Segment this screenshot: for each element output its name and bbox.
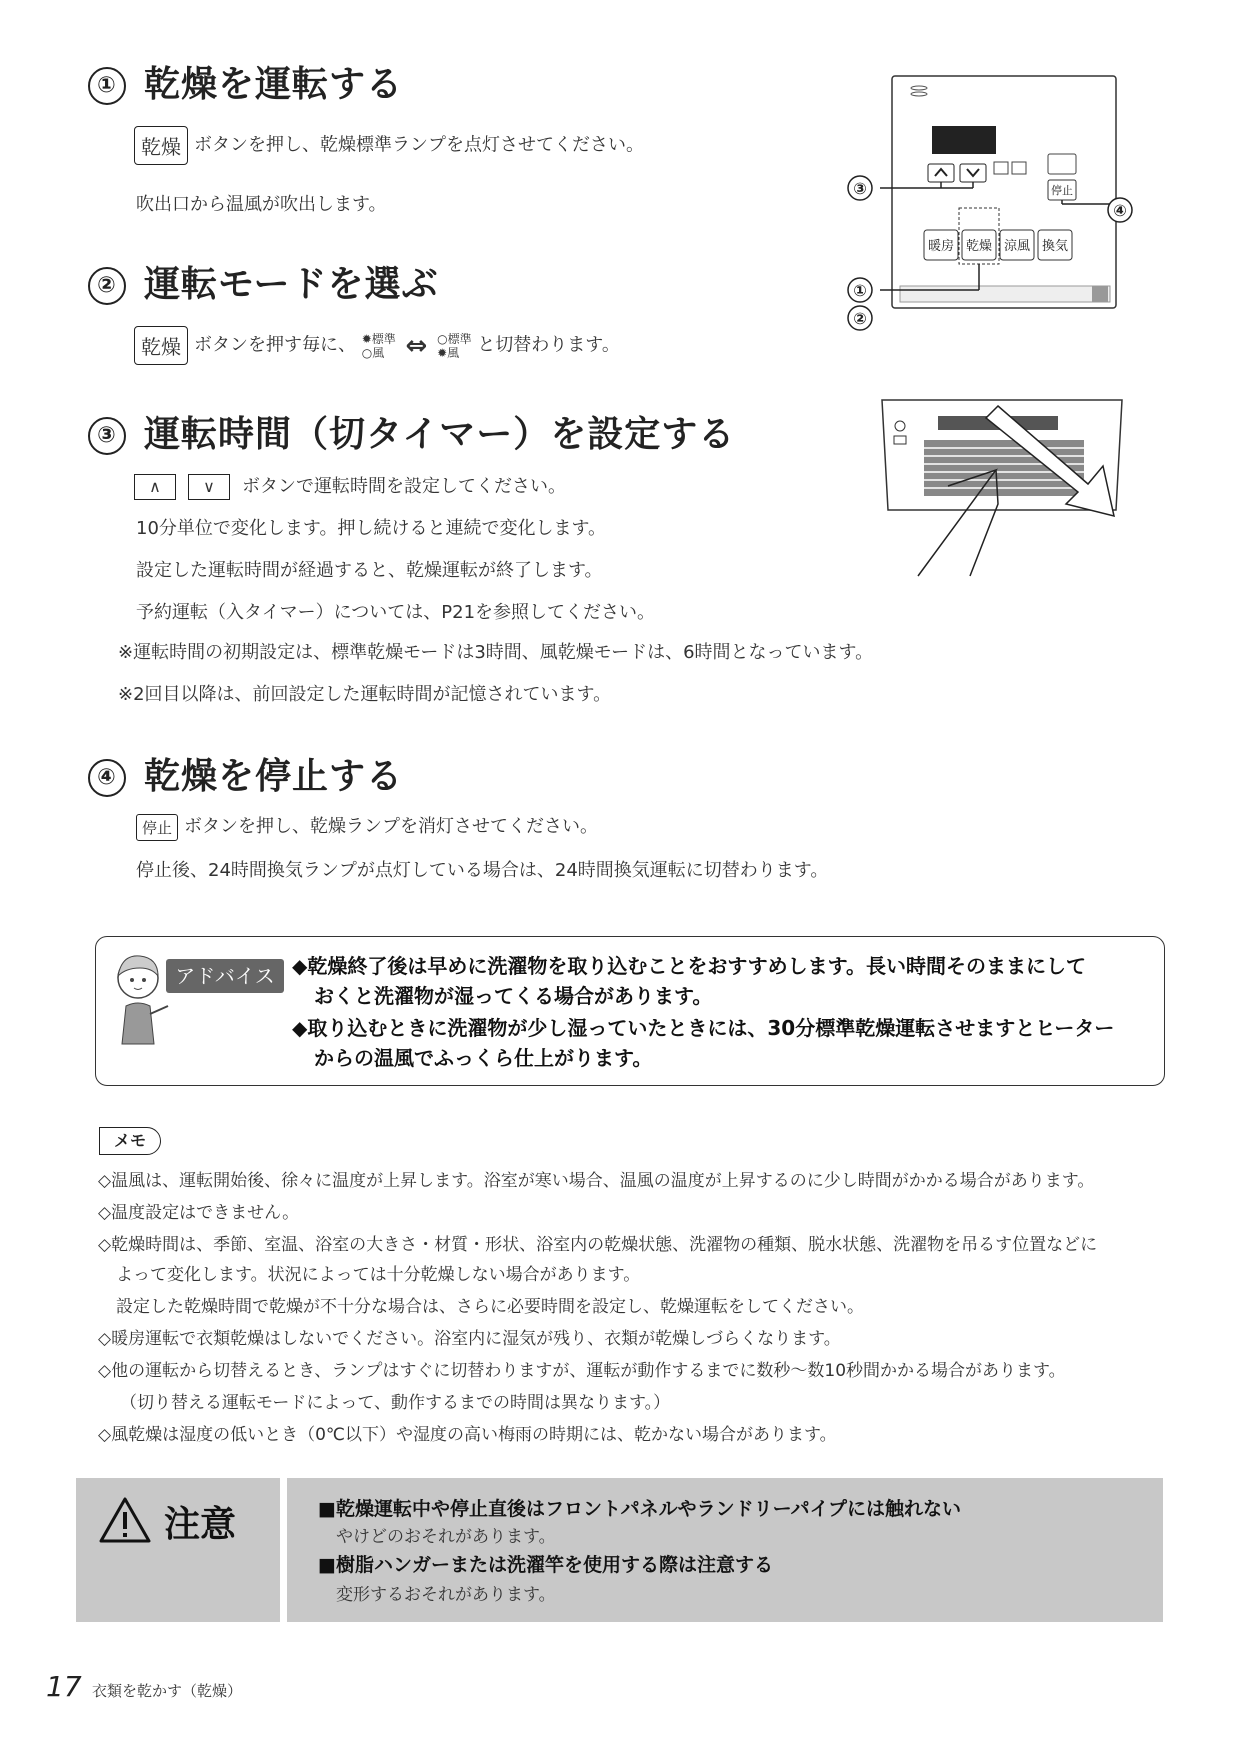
advisor-woman-icon [108, 946, 172, 1056]
caution-item-head: ■乾燥運転中や停止直後はフロントパネルやランドリーパイプには触れない [318, 1498, 962, 1520]
section3-instruction: ∧ ∨ ボタンで運転時間を設定してください。 [134, 472, 566, 500]
advice-line: ◆乾燥終了後は早めに洗濯物を取り込むことをおすすめします。長い時間そのままにして [292, 954, 1086, 978]
section3-note1: ※運転時間の初期設定は、標準乾燥モードは3時間、風乾燥モードは、6時間となっています。 [118, 642, 874, 663]
section2-number: ② [88, 267, 126, 305]
section4-instruction: 停止 ボタンを押し、乾燥ランプを消灯させてください。 [136, 812, 598, 841]
caution-item-sub: やけどのおそれがあります。 [336, 1527, 556, 1547]
up-key-label: ∧ [134, 474, 176, 500]
advice-line: おくと洗濯物が湿ってくる場合があります。 [314, 984, 713, 1008]
footer-label: 衣類を乾かす（乾燥） [92, 1682, 243, 1700]
section2-instruction: 乾燥 ボタンを押す毎に、 ✹標準 ○風 ⇔ ○標準 ✹風 と切替わります。 [134, 326, 620, 365]
memo-tag: メモ [99, 1127, 161, 1155]
memo-line: ◇乾燥時間は、季節、室温、浴室の大きさ・材質・形状、浴室内の乾燥状態、洗濯物の種類、脱水状態、洗濯物を吊るす位置などに [98, 1235, 1098, 1255]
caution-item-sub: 変形するおそれがあります。 [336, 1585, 556, 1605]
memo-line: よって変化します。状況によっては十分乾燥しない場合があります。 [116, 1265, 641, 1285]
callout-1: ① [853, 281, 867, 300]
panel-dry-button: 乾燥 [965, 239, 993, 254]
callout-4: ④ [1113, 201, 1127, 220]
page-number: 17 [46, 1670, 82, 1703]
section3-number: ③ [88, 417, 126, 455]
dry-key-label: 乾燥 [134, 326, 188, 365]
dryer-unit-illustration [878, 394, 1128, 584]
caution-title: 注意 [164, 1504, 237, 1545]
section1-note: 吹出口から温風が吹出します。 [136, 194, 387, 215]
memo-line: ◇風乾燥は湿度の低いとき（0℃以下）や湿度の高い梅雨の時期には、乾かない場合があります。 [98, 1425, 837, 1445]
panel-vent-button: 換気 [1041, 239, 1069, 254]
section4-title: ④ 乾燥を停止する [88, 748, 403, 799]
section3-line3: 設定した運転時間が経過すると、乾燥運転が終了します。 [136, 560, 603, 581]
section3-line2: 10分単位で変化します。押し続けると連続で変化します。 [136, 518, 607, 539]
caution-item-head: ■樹脂ハンガーまたは洗濯竿を使用する際は注意する [318, 1554, 773, 1576]
lamp-off-icon: ○ [361, 345, 373, 360]
section3-line4: 予約運転（入タイマー）については、P21を参照してください。 [136, 602, 656, 623]
memo-line: （切り替える運転モードによって、動作するまでの時間は異なります。） [120, 1393, 671, 1413]
lamp-off-icon: ○ [437, 331, 448, 346]
memo-line: ◇暖房運転で衣類乾燥はしないでください。浴室内に湿気が残り、衣類が乾燥しづらくなります。 [98, 1329, 841, 1349]
lamp-wind-on: ○標準 ✹風 [437, 331, 472, 360]
toggle-arrow-icon: ⇔ [405, 330, 428, 361]
callout-2: ② [853, 309, 867, 328]
section1-instruction: 乾燥 ボタンを押し、乾燥標準ランプを点灯させてください。 [134, 126, 644, 165]
panel-stop-label: 停止 [1051, 184, 1073, 197]
advice-tag: アドバイス [166, 959, 284, 993]
warning-triangle-icon [98, 1496, 152, 1544]
memo-line: ◇他の運転から切替えるとき、ランプはすぐに切替わりますが、運転が動作するまでに数秒～数10秒間かかる場合があります。 [98, 1361, 1066, 1381]
down-key-label: ∨ [188, 474, 230, 500]
memo-line: ◇温度設定はできません。 [98, 1203, 300, 1223]
dry-key-label: 乾燥 [134, 126, 188, 165]
advice-line: ◆取り込むときに洗濯物が少し湿っていたときには、30分標準乾燥運転させますとヒーター [292, 1016, 1115, 1040]
panel-cool-button: 涼風 [1003, 239, 1031, 254]
callout-3: ③ [853, 179, 867, 198]
memo-line: 設定した乾燥時間で乾燥が不十分な場合は、さらに必要時間を設定し、乾燥運転をしてください。 [116, 1297, 864, 1317]
lamp-standard-on: ✹標準 ○風 [361, 331, 396, 360]
lamp-lit-icon: ✹ [437, 345, 448, 360]
section4-note: 停止後、24時間換気ランプが点灯している場合は、24時間換気運転に切替わります。 [136, 860, 829, 881]
section1-title: ① 乾燥を運転する [88, 56, 403, 107]
control-panel-illustration [840, 72, 1140, 342]
section3-note2: ※2回目以降は、前回設定した運転時間が記憶されています。 [118, 684, 612, 705]
stop-key-label: 停止 [136, 814, 178, 841]
advice-line: からの温風でふっくら仕上がります。 [314, 1046, 653, 1070]
section3-title: ③ 運転時間（切タイマー）を設定する [88, 406, 735, 457]
section1-number: ① [88, 67, 126, 105]
panel-heating-button: 暖房 [927, 239, 955, 254]
lamp-lit-icon: ✹ [361, 331, 372, 346]
memo-line: ◇温風は、運転開始後、徐々に温度が上昇します。浴室が寒い場合、温風の温度が上昇するのに少し時間がかかる場合があります。 [98, 1171, 1095, 1191]
section2-title: ② 運転モードを選ぶ [88, 256, 439, 307]
section4-number: ④ [88, 759, 126, 797]
